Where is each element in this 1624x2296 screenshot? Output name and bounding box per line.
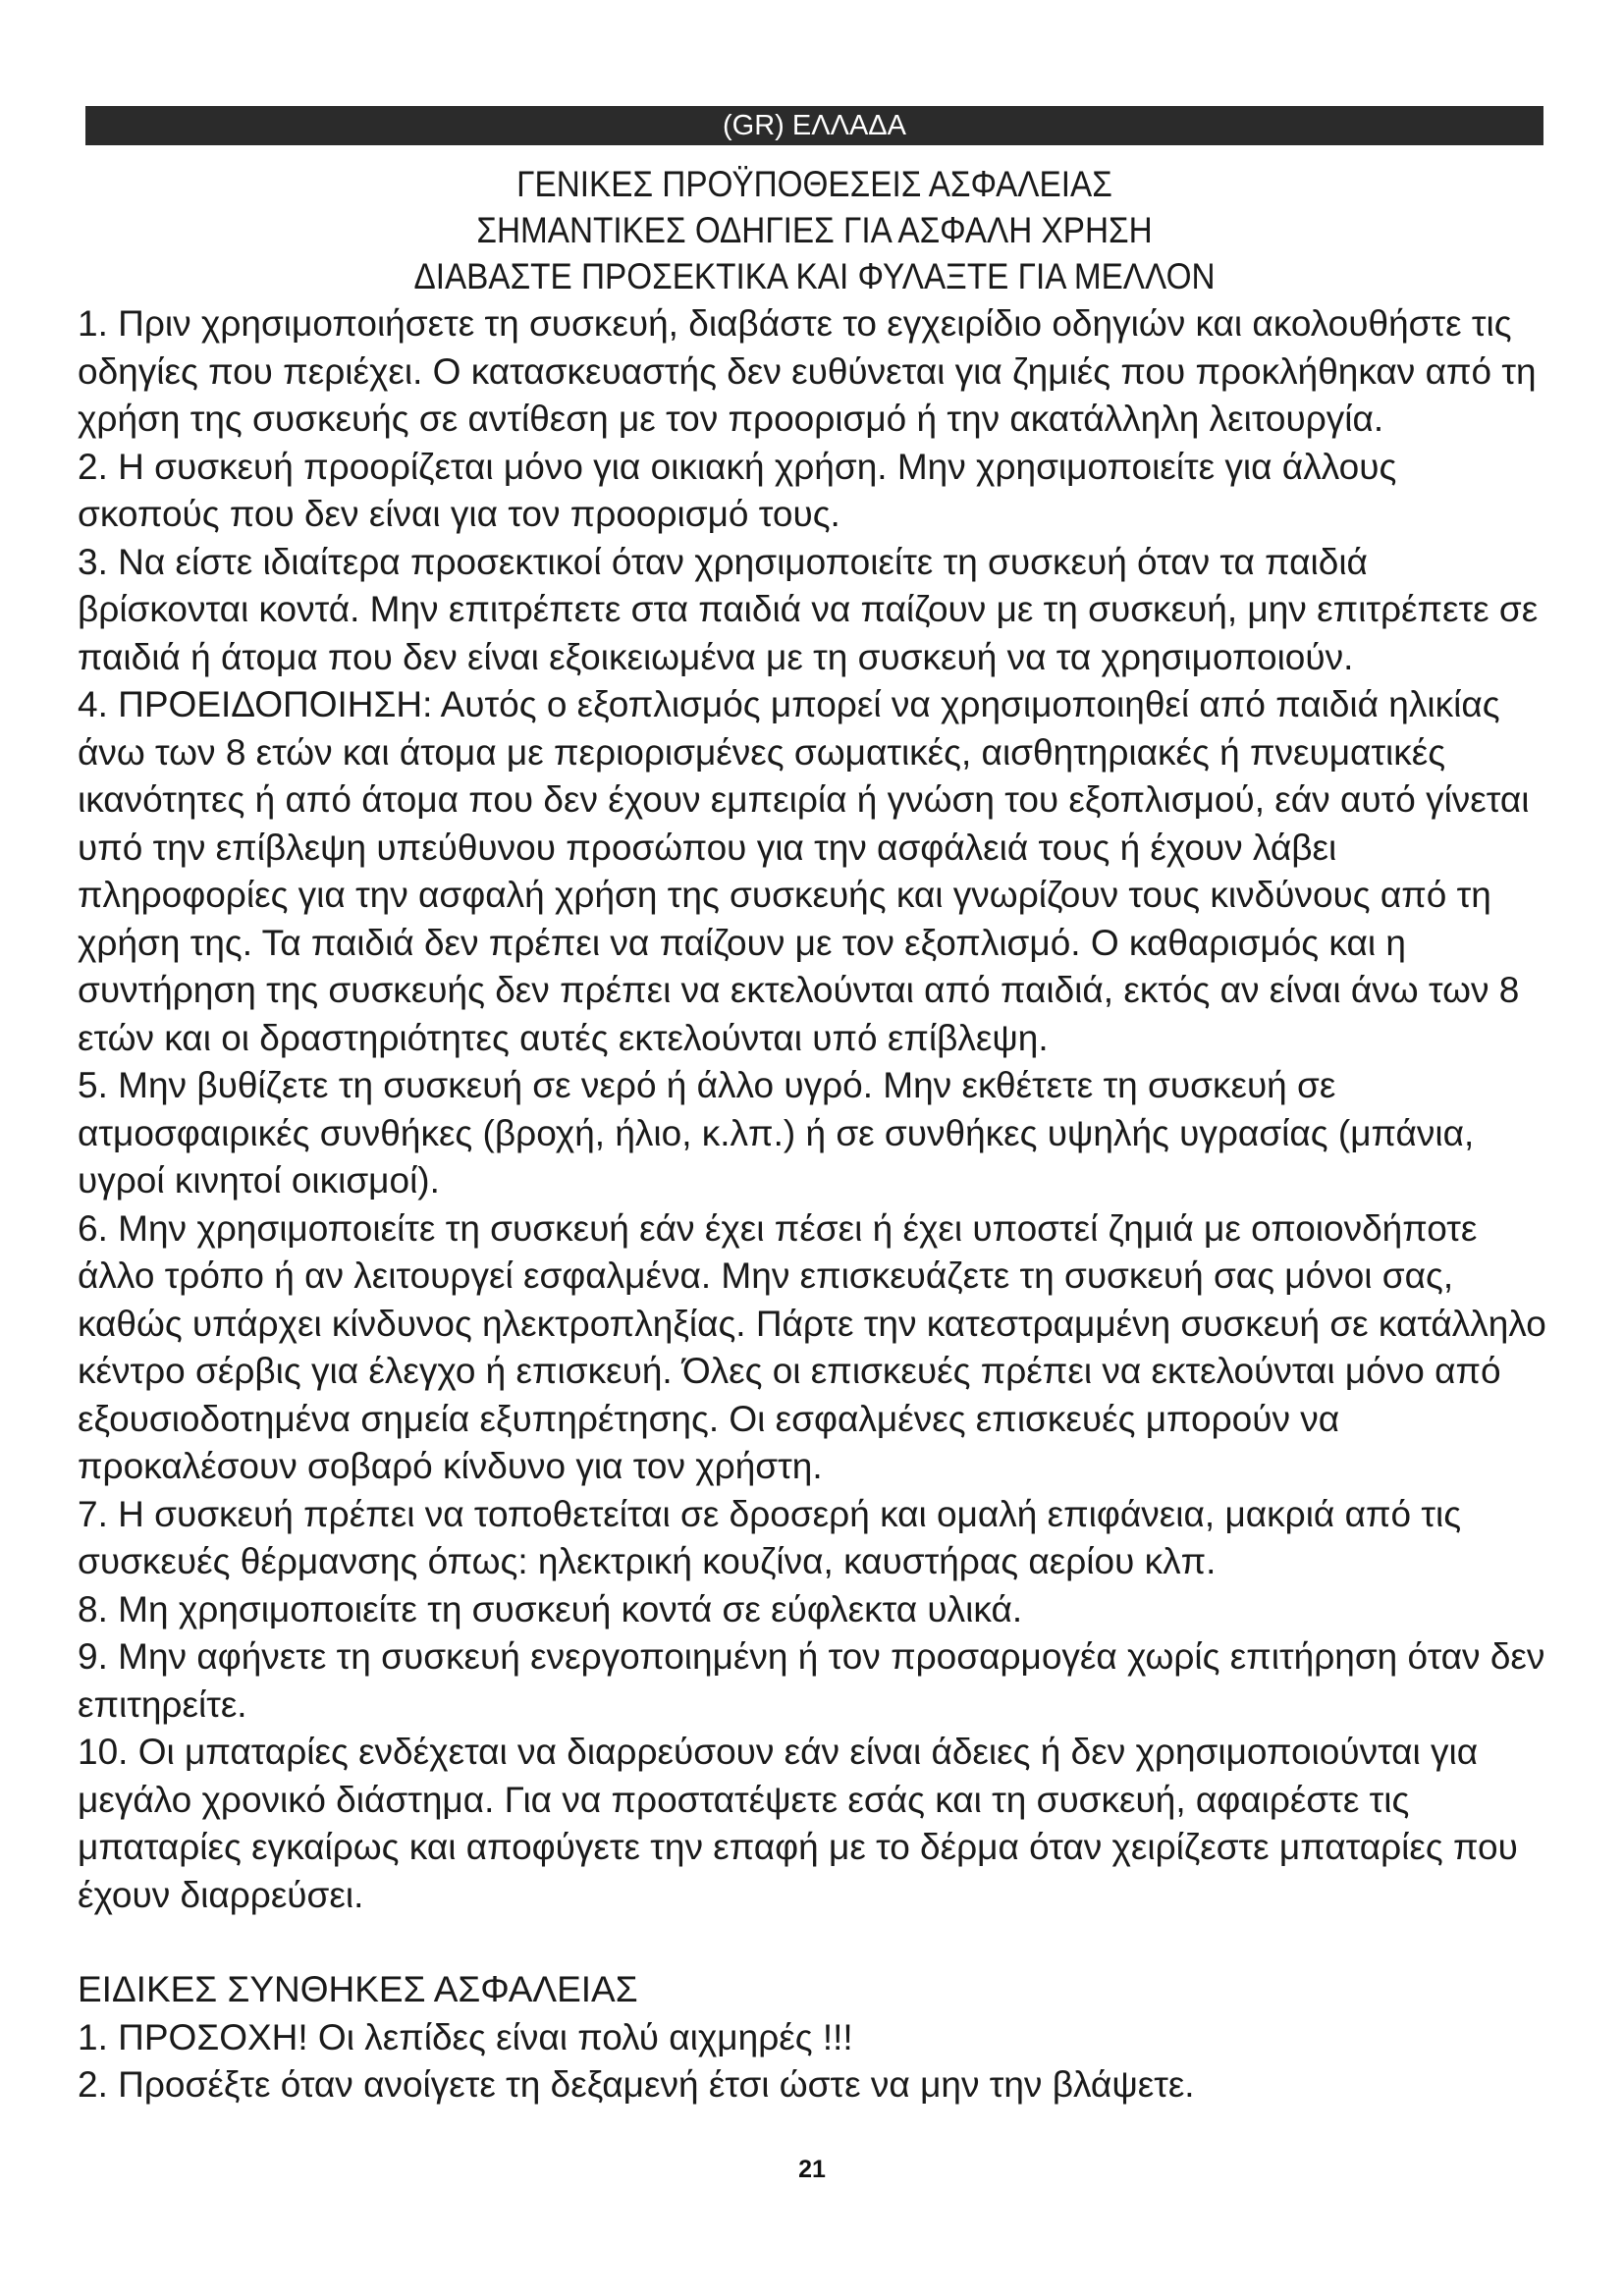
document-body: [78, 300, 1546, 2109]
general-safety-line: υπό την επίβλεψη υπεύθυνου προσώπου για την ασφάλειά τους ή έχουν λάβει: [78, 827, 1337, 868]
general-safety-line: χρήση της. Τα παιδιά δεν πρέπει να παίζουν με τον εξοπλισμό. Ο καθαρισμός και η: [78, 922, 1406, 963]
special-safety-line: 1. ΠΡΟΣΟΧΗ! Οι λεπίδες είναι πολύ αιχμηρές !!!: [78, 2016, 853, 2057]
general-safety-line: οδηγίες που περιέχει. Ο κατασκευαστής δεν ευθύνεται για ζημιές που προκλήθηκαν από τη: [78, 350, 1537, 392]
general-safety-line: 5. Μην βυθίζετε τη συσκευή σε νερό ή άλλο υγρό. Μην εκθέτετε τη συσκευή σε: [78, 1065, 1336, 1105]
title-read-carefully: ΔΙΑΒΑΣΤΕ ΠΡΟΣΕΚΤΙΚΑ ΚΑΙ ΦΥΛΑΞΤΕ ΓΙΑ ΜΕΛΛΟΝ: [413, 256, 1216, 296]
general-safety-line: παιδιά ή άτομα που δεν είναι εξοικειωμένα με τη συσκευή να τα χρησιμοποιούν.: [78, 636, 1354, 677]
special-safety-section: [78, 1966, 1546, 2109]
general-safety-text: [78, 300, 1546, 1919]
general-safety-line: πληροφορίες για την ασφαλή χρήση της συσκευής και γνωρίζουν τους κινδύνους από τη: [78, 875, 1491, 915]
general-safety-line: 8. Μη χρησιμοποιείτε τη συσκευή κοντά σε εύφλεκτα υλικά.: [78, 1588, 1023, 1629]
general-safety-line: προκαλέσουν σοβαρό κίνδυνο για τον χρήστη.: [78, 1446, 823, 1486]
section-spacer: [78, 1919, 1546, 1966]
general-safety-line: χρήση της συσκευής σε αντίθεση με τον προορισμό ή την ακατάλληλη λειτουργία.: [78, 399, 1384, 439]
general-safety-line: συσκευές θέρμανσης όπως: ηλεκτρική κουζίνα, καυστήρας αερίου κλπ.: [78, 1541, 1217, 1581]
general-safety-line: έχουν διαρρεύσει.: [78, 1874, 364, 1915]
title-general-safety: ΓΕΝΙΚΕΣ ΠΡΟΫΠΟΘΕΣΕΙΣ ΑΣΦΑΛΕΙΑΣ: [516, 164, 1112, 204]
general-safety-line: άνω των 8 ετών και άτομα με περιορισμένες σωματικές, αισθητηριακές ή πνευματικές: [78, 731, 1446, 773]
general-safety-line: άλλο τρόπο ή αν λειτουργεί εσφαλμένα. Μην επισκευάζετε τη συσκευή σας μόνοι σας,: [78, 1255, 1454, 1296]
general-safety-line: 10. Οι μπαταρίες ενδέχεται να διαρρεύσουν εάν είναι άδειες ή δεν χρησιμοποιούνται για: [78, 1732, 1479, 1772]
general-safety-line: βρίσκονται κοντά. Μην επιτρέπετε στα παιδιά να παίζουν με τη συσκευή, μην επιτρέπετε σε: [78, 589, 1539, 629]
special-safety-heading: ΕΙΔΙΚΕΣ ΣΥΝΘΗΚΕΣ ΑΣΦΑΛΕΙΑΣ: [78, 1969, 638, 2009]
general-safety-line: επιτηρείτε.: [78, 1683, 247, 1725]
language-header-label: (GR) ΕΛΛΑΔΑ: [722, 110, 906, 141]
general-safety-line: ικανότητες ή από άτομα που δεν έχουν εμπειρία ή γνώση του εξοπλισμού, εάν αυτό γίνεται: [78, 779, 1530, 820]
general-safety-line: υγροί κινητοί οικισμοί).: [78, 1160, 440, 1201]
general-safety-line: 9. Μην αφήνετε τη συσκευή ενεργοποιημένη ή τον προσαρμογέα χωρίς επιτήρηση όταν δεν: [78, 1636, 1545, 1677]
general-safety-line: συντήρηση της συσκευής δεν πρέπει να εκτελούνται από παιδιά, εκτός αν είναι άνω των 8: [78, 970, 1520, 1010]
general-safety-line: ετών και οι δραστηριότητες αυτές εκτελούνται υπό επίβλεψη.: [78, 1017, 1049, 1058]
general-safety-line: σκοπούς που δεν είναι για τον προορισμό τους.: [78, 494, 840, 534]
general-safety-line: καθώς υπάρχει κίνδυνος ηλεκτροπληξίας. Πάρτε την κατεστραμμένη συσκευή σε κατάλληλο: [78, 1303, 1546, 1344]
general-safety-line: κέντρο σέρβις για έλεγχο ή επισκευή. Όλες οι επισκευές πρέπει να εκτελούνται μόνο από: [78, 1351, 1501, 1391]
general-safety-line: 4. ΠΡΟΕΙΔΟΠΟΙΗΣΗ: Αυτός ο εξοπλισμός μπορεί να χρησιμοποιηθεί από παιδιά ηλικίας: [78, 684, 1500, 724]
general-safety-line: μεγάλο χρονικό διάστημα. Για να προστατέψετε εσάς και τη συσκευή, αφαιρέστε τις: [78, 1779, 1410, 1820]
general-safety-line: 6. Μην χρησιμοποιείτε τη συσκευή εάν έχει πέσει ή έχει υποστεί ζημιά με οποιονδήποτε: [78, 1207, 1478, 1249]
special-safety-line: 2. Προσέξτε όταν ανοίγετε τη δεξαμενή έτσι ώστε να μην την βλάψετε.: [78, 2064, 1195, 2105]
general-safety-line: εξουσιοδοτημένα σημεία εξυπηρέτησης. Οι εσφαλμένες επισκευές μπορούν να: [78, 1398, 1340, 1439]
page-number: 21: [798, 2156, 826, 2183]
general-safety-line: 2. Η συσκευή προορίζεται μόνο για οικιακή χρήση. Μην χρησιμοποιείτε για άλλους: [78, 446, 1397, 487]
general-safety-line: ατμοσφαιρικές συνθήκες (βροχή, ήλιο, κ.λπ.) ή σε συνθήκες υψηλής υγρασίας (μπάνια,: [78, 1112, 1475, 1153]
general-safety-line: 1. Πριν χρησιμοποιήσετε τη συσκευή, διαβάστε το εγχειρίδιο οδηγιών και ακολουθήστε τις: [78, 303, 1512, 344]
general-safety-line: 7. Η συσκευή πρέπει να τοποθετείται σε δροσερή και ομαλή επιφάνεια, μακριά από τις: [78, 1493, 1462, 1534]
general-safety-line: μπαταρίες εγκαίρως και αποφύγετε την επαφή με το δέρμα όταν χειρίζεστε μπαταρίες που: [78, 1827, 1518, 1867]
general-safety-line: 3. Να είστε ιδιαίτερα προσεκτικοί όταν χρησιμοποιείτε τη συσκευή όταν τα παιδιά: [78, 541, 1368, 582]
language-header-bar: [85, 106, 1543, 145]
title-important-instructions: ΣΗΜΑΝΤΙΚΕΣ ΟΔΗΓΙΕΣ ΓΙΑ ΑΣΦΑΛΗ ΧΡΗΣΗ: [476, 210, 1153, 250]
document-titles: [158, 161, 1471, 299]
